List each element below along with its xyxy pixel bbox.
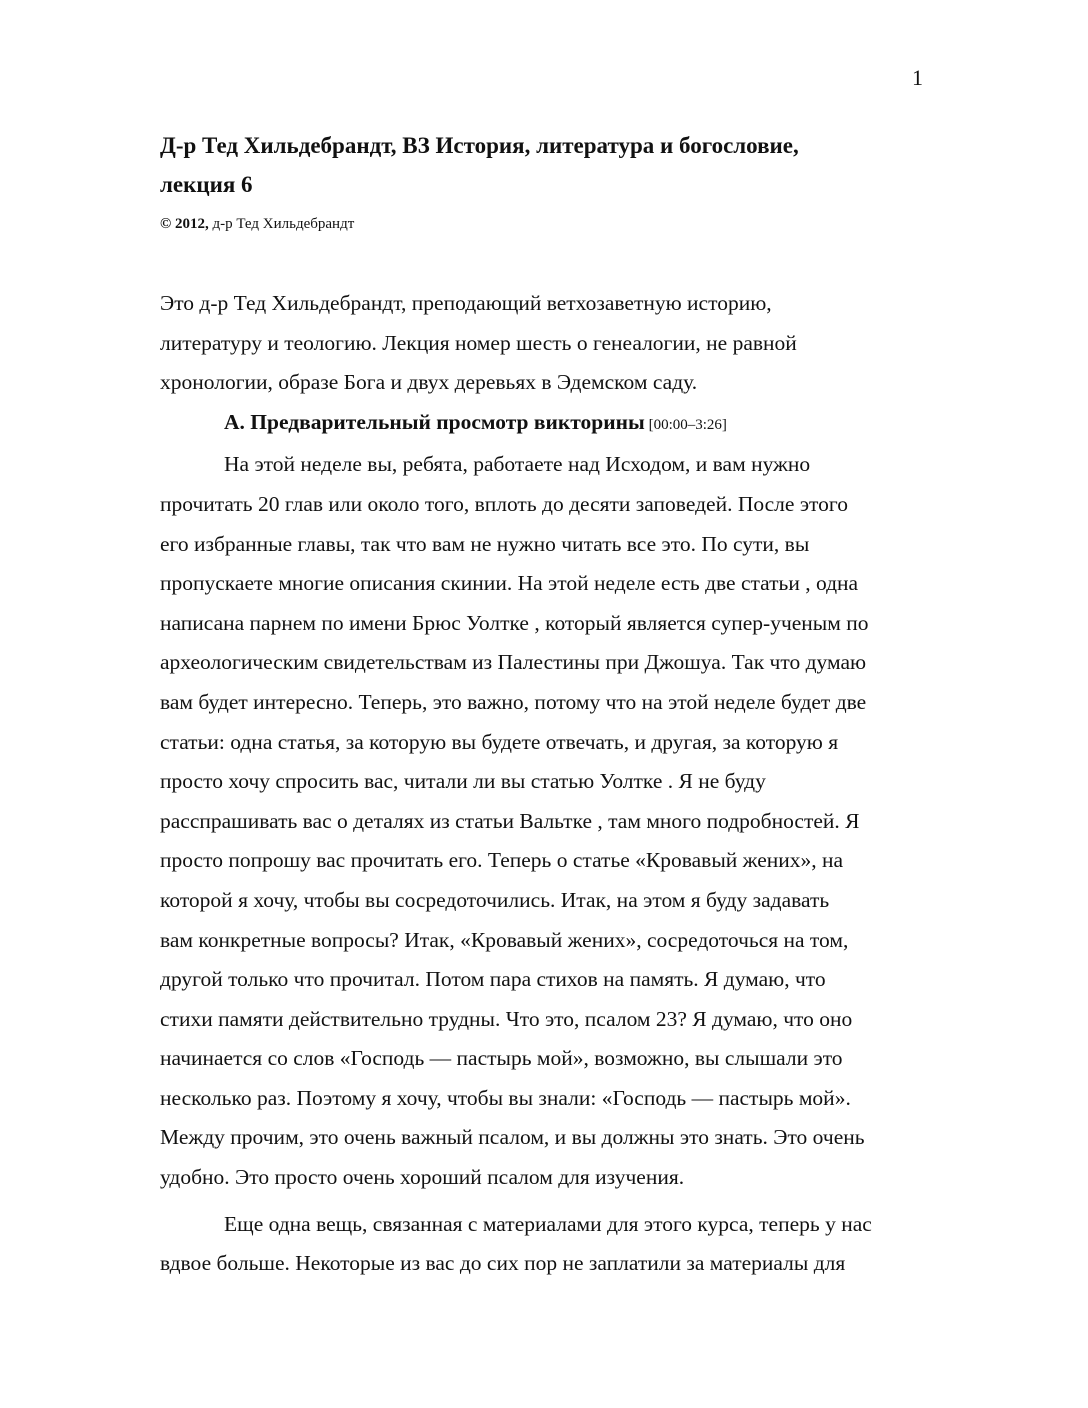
text-line: вам будет интересно. Теперь, это важно, потому что на этой неделе будет две [160, 689, 867, 714]
intro-paragraph [160, 284, 950, 403]
text-line: расспрашивать вас о деталях из статьи Вальтке , там много подробностей. Я [160, 808, 860, 833]
copyright-author: д-р Тед Хильдебрандт [208, 216, 355, 232]
text-line: Между прочим, это очень важный псалом, и вы должны это знать. Это очень [160, 1125, 865, 1150]
section-heading-text: А. Предварительный просмотр викторины [224, 409, 645, 434]
paragraph-2 [160, 1205, 950, 1284]
text-line: удобно. Это просто очень хороший псалом для изучения. [160, 1165, 685, 1190]
section-timestamp: [00:00–3:26] [644, 416, 727, 433]
text-line: вам конкретные вопросы? Итак, «Кровавый жених», сосредоточься на том, [160, 927, 849, 952]
text-line: просто хочу спросить вас, читали ли вы статью Уолтке . Я не буду [160, 769, 766, 794]
title-line-2: лекция 6 [160, 172, 253, 197]
text-line: стихи памяти действительно трудны. Что это, псалом 23? Я думаю, что оно [160, 1006, 853, 1031]
text-line: Это д-р Тед Хильдебрандт, преподающий ветхозаветную историю, [160, 291, 772, 315]
text-line: археологическим свидетельствам из Палестины при Джошуа. Так что думаю [160, 650, 867, 675]
text-line: его избранные главы, так что вам не нужно читать все это. По сути, вы [160, 531, 810, 556]
text-line: пропускаете многие описания скинии. На этой неделе есть две статьи , одна [160, 571, 859, 596]
section-heading-a [160, 403, 950, 446]
text-line: статьи: одна статья, за которую вы будете отвечать, и другая, за которую я [160, 729, 839, 754]
document-body [160, 284, 950, 1284]
document-title [160, 126, 920, 204]
copyright-year: © 2012, [160, 216, 209, 232]
text-line: вдвое больше. Некоторые из вас до сих пор не заплатили за материалы для [160, 1251, 846, 1276]
text-line: просто попрошу вас прочитать его. Теперь о статье «Кровавый жених», на [160, 848, 844, 873]
text-line: литературу и теологию. Лекция номер шесть о генеалогии, не равной [160, 330, 797, 355]
text-line: написана парнем по имени Брюс Уолтке , который является супер-ученым по [160, 610, 869, 635]
paragraph-1 [160, 445, 950, 1197]
title-line-1: Д-р Тед Хильдебрандт, ВЗ История, литература и богословие, [160, 133, 799, 158]
text-line: Еще одна вещь, связанная с материалами для этого курса, теперь у нас [224, 1211, 872, 1236]
text-line: несколько раз. Поэтому я хочу, чтобы вы знали: «Господь — пастырь мой». [160, 1085, 851, 1110]
text-line: начинается со слов «Господь — пастырь мой», возможно, вы слышали это [160, 1046, 843, 1071]
text-line: прочитать 20 глав или около того, вплоть до десяти заповедей. После этого [160, 491, 848, 516]
page-number: 1 [912, 65, 923, 90]
copyright-notice [160, 212, 354, 236]
text-line: На этой неделе вы, ребята, работаете над Исходом, и вам нужно [224, 452, 811, 477]
text-line: другой только что прочитал. Потом пара стихов на память. Я думаю, что [160, 967, 826, 992]
text-line: которой я хочу, чтобы вы сосредоточились. Итак, на этом я буду задавать [160, 887, 830, 912]
text-line: хронологии, образе Бога и двух деревьях в Эдемском саду. [160, 370, 698, 395]
